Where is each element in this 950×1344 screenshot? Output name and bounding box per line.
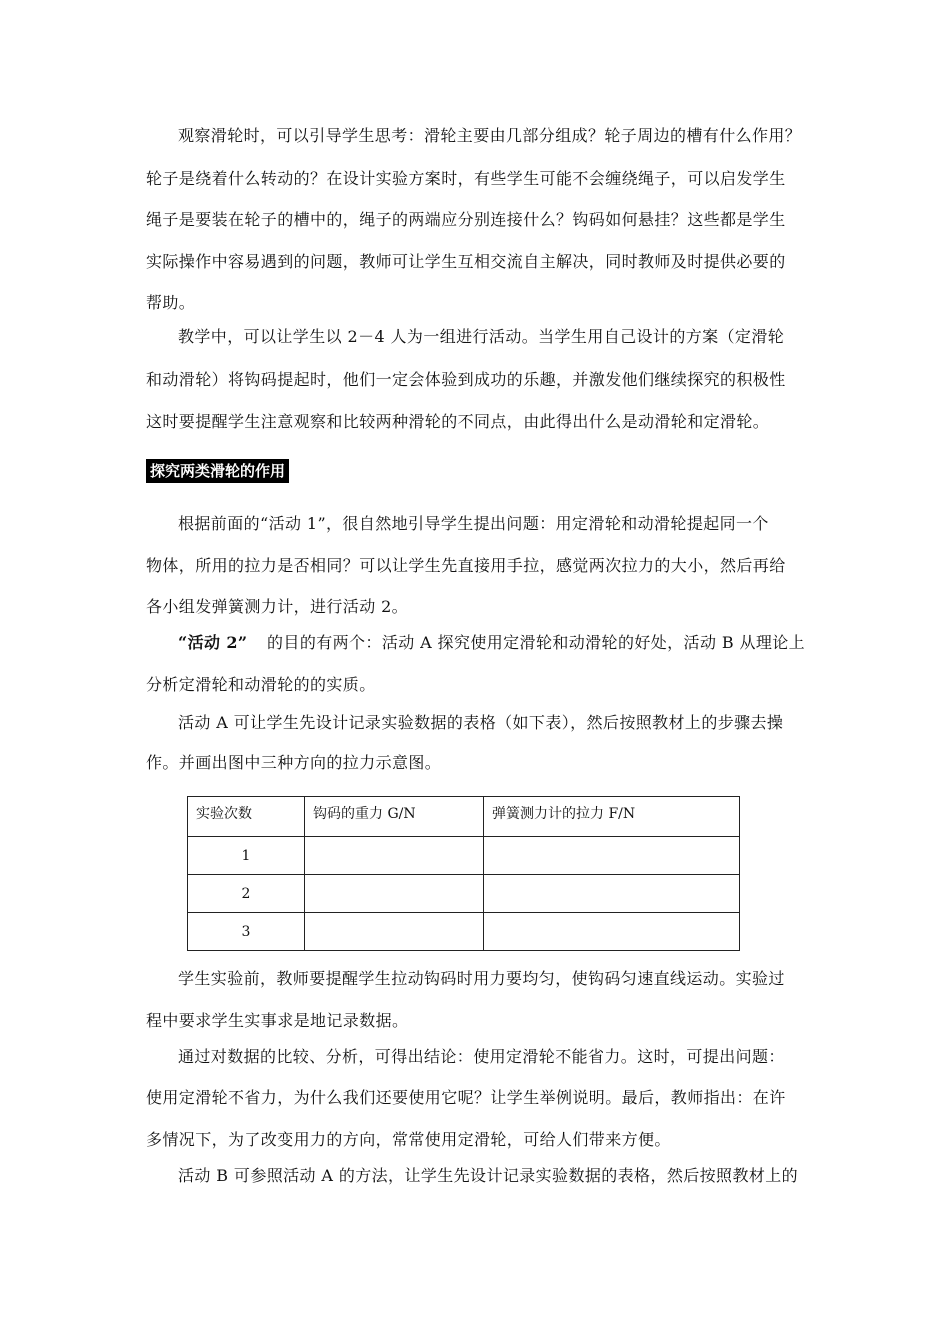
table-row <box>188 913 740 951</box>
paragraph-line: 观察滑轮时，可以引导学生思考：滑轮主要由几部分组成？轮子周边的槽有什么作用？ <box>178 126 802 145</box>
paragraph-line: 程中要求学生实事求是地记录数据。 <box>146 1011 409 1030</box>
table-cell <box>484 875 740 913</box>
table-cell: 1 <box>188 837 305 875</box>
table-header-row <box>188 797 740 837</box>
table-cell: 2 <box>188 875 305 913</box>
table-row <box>188 875 740 913</box>
table-cell <box>305 913 484 951</box>
experiment-data-table <box>187 796 740 951</box>
table-row <box>188 837 740 875</box>
table-cell <box>484 837 740 875</box>
paragraph-line: 分析定滑轮和动滑轮的的实质。 <box>146 675 376 694</box>
paragraph-text: 的目的有两个：活动 A 探究使用定滑轮和动滑轮的好处，活动 B 从理论上 <box>267 633 806 652</box>
table-cell <box>305 875 484 913</box>
table-cell <box>484 913 740 951</box>
paragraph-line: 根据前面的“活动 1”，很自然地引导学生提出问题：用定滑轮和动滑轮提起同一个 <box>178 514 769 533</box>
paragraph-line: 这时要提醒学生注意观察和比较两种滑轮的不同点，由此得出什么是动滑轮和定滑轮。 <box>146 412 770 431</box>
table-header-cell: 钩码的重力 G/N <box>305 797 484 837</box>
table-cell <box>305 837 484 875</box>
paragraph-line: 绳子是要装在轮子的槽中的，绳子的两端应分别连接什么？钩码如何悬挂？这些都是学生 <box>146 210 786 229</box>
paragraph-line: 各小组发弹簧测力计，进行活动 2。 <box>146 597 409 616</box>
section-heading: 探究两类滑轮的作用 <box>146 459 289 483</box>
activity-2-label: “活动 2” <box>178 633 248 652</box>
paragraph-line: 活动 A 可让学生先设计记录实验数据的表格（如下表），然后按照教材上的步骤去操 <box>178 713 784 732</box>
paragraph-line: 实际操作中容易遇到的问题，教师可让学生互相交流自主解决，同时教师及时提供必要的 <box>146 252 786 271</box>
paragraph-line: 教学中，可以让学生以 2－4 人为一组进行活动。当学生用自己设计的方案（定滑轮 <box>178 327 785 346</box>
paragraph-line: 物体，所用的拉力是否相同？可以让学生先直接用手拉，感觉两次拉力的大小，然后再给 <box>146 556 786 575</box>
table-header-cell: 实验次数 <box>188 797 305 837</box>
paragraph-line: 使用定滑轮不省力，为什么我们还要使用它呢？让学生举例说明。最后，教师指出：在许 <box>146 1088 786 1107</box>
paragraph-line <box>178 633 805 653</box>
table-header-cell: 弹簧测力计的拉力 F/N <box>484 797 740 837</box>
paragraph-line: 多情况下，为了改变用力的方向，常常使用定滑轮，可给人们带来方便。 <box>146 1130 671 1149</box>
paragraph-line: 和动滑轮）将钩码提起时，他们一定会体验到成功的乐趣，并激发他们继续探究的积极性 <box>146 370 786 389</box>
paragraph-line: 活动 B 可参照活动 A 的方法，让学生先设计记录实验数据的表格，然后按照教材上的 <box>178 1166 799 1185</box>
paragraph-line: 作。并画出图中三种方向的拉力示意图。 <box>146 753 442 772</box>
paragraph-line: 学生实验前，教师要提醒学生拉动钩码时用力要均匀，使钩码匀速直线运动。实验过 <box>178 969 785 988</box>
paragraph-line: 轮子是绕着什么转动的？在设计实验方案时，有些学生可能不会缠绕绳子，可以启发学生 <box>146 169 786 188</box>
table-cell: 3 <box>188 913 305 951</box>
paragraph-line: 帮助。 <box>146 293 196 312</box>
paragraph-line: 通过对数据的比较、分析，可得出结论：使用定滑轮不能省力。这时，可提出问题： <box>178 1047 785 1066</box>
